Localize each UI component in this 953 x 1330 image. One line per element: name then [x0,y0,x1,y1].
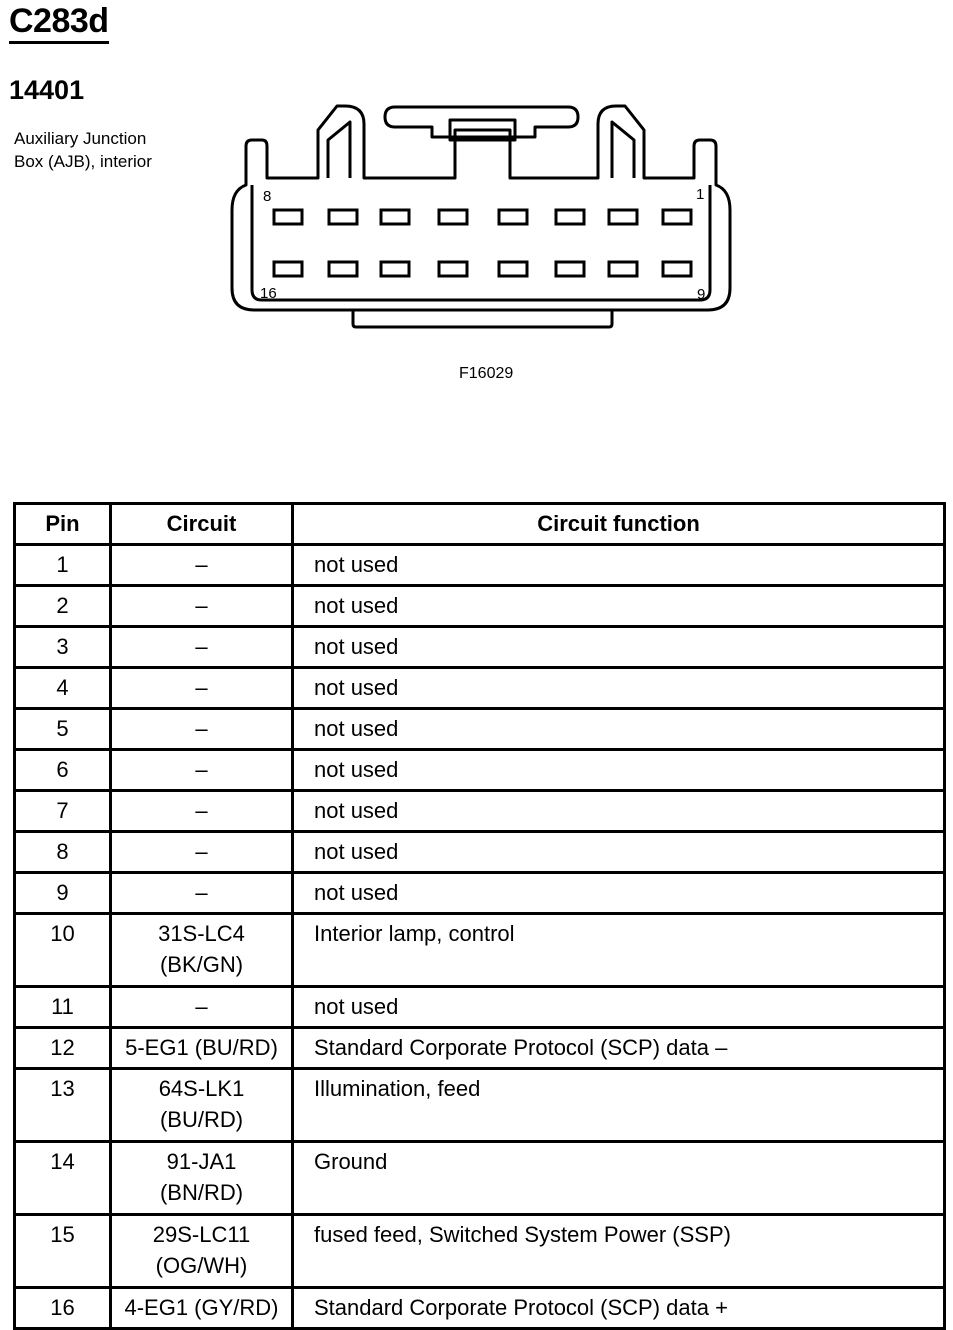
table-row [15,668,945,709]
description-line-2: Box (AJB), interior [14,152,152,171]
table-row [15,709,945,750]
cell-circuit-function: Illumination, feed [293,1069,945,1142]
circuit-line: (BK/GN) [159,952,244,977]
bottom-key [353,310,612,327]
cell-pin: 9 [15,873,111,914]
pin-label-top-left: 8 [263,188,272,205]
cavity-pin-15 [329,262,357,276]
circuit-line: – [195,994,208,1019]
pin-label-bottom-left: 16 [260,285,277,302]
connector-face-diagram [0,0,953,400]
circuit-line: 29S-LC11 [152,1222,251,1247]
circuit-line: 64S-LK1 [158,1076,245,1101]
cell-circuit [111,1142,293,1215]
pin-label-top-right: 1 [696,186,705,203]
cell-pin: 3 [15,627,111,668]
circuit-line: 91-JA1 [166,1149,237,1174]
table-row [15,627,945,668]
cell-circuit-function: not used [293,627,945,668]
cell-pin: 4 [15,668,111,709]
cell-pin: 6 [15,750,111,791]
cell-circuit-function: Standard Corporate Protocol (SCP) data + [293,1288,945,1329]
pin-label-bottom-right: 9 [697,286,706,303]
cell-pin: 5 [15,709,111,750]
table-row [15,1069,945,1142]
cell-circuit [111,545,293,586]
table-row [15,750,945,791]
cell-circuit-function: not used [293,545,945,586]
table-row [15,545,945,586]
cavity-pin-7 [329,210,357,224]
table-row [15,1215,945,1288]
circuit-line: 4-EG1 (GY/RD) [124,1295,279,1320]
cavity-pin-11 [556,262,584,276]
cell-circuit-function: Ground [293,1142,945,1215]
cell-circuit [111,586,293,627]
connector-inner-outline [252,185,710,300]
cell-circuit-function: Interior lamp, control [293,914,945,987]
pinout-table [13,502,946,1330]
header-circuit-function: Circuit function [293,504,945,545]
cell-circuit-function: not used [293,832,945,873]
connector-title: C283d [9,2,109,44]
cell-circuit [111,668,293,709]
cell-circuit [111,1028,293,1069]
cell-pin: 14 [15,1142,111,1215]
cell-circuit [111,709,293,750]
cell-pin: 8 [15,832,111,873]
table-row [15,914,945,987]
cavity-pin-10 [609,262,637,276]
cell-circuit-function: not used [293,750,945,791]
cavity-pin-8 [274,210,302,224]
cell-circuit-function: not used [293,668,945,709]
cell-circuit [111,1069,293,1142]
circuit-line: 5-EG1 (BU/RD) [125,1035,278,1060]
cell-circuit [111,750,293,791]
cell-circuit [111,832,293,873]
table-header-row [15,504,945,545]
cell-circuit [111,627,293,668]
header-circuit: Circuit [111,504,293,545]
cell-pin: 15 [15,1215,111,1288]
cavity-pin-5 [439,210,467,224]
circuit-line: – [195,675,208,700]
cell-circuit-function: not used [293,791,945,832]
circuit-line: – [195,634,208,659]
table-row [15,1288,945,1329]
table-row [15,586,945,627]
figure-id: F16029 [459,365,514,382]
circuit-line: – [195,552,208,577]
table-row [15,1028,945,1069]
cavity-pin-16 [274,262,302,276]
cell-pin: 11 [15,987,111,1028]
cell-pin: 13 [15,1069,111,1142]
circuit-line: – [195,798,208,823]
circuit-line: – [195,716,208,741]
part-number: 14401 [9,75,85,105]
description-line-1: Auxiliary Junction [14,129,147,148]
cell-circuit [111,914,293,987]
table-row [15,1142,945,1215]
cavity-pin-12 [499,262,527,276]
table-row [15,873,945,914]
circuit-line: – [195,593,208,618]
cell-circuit [111,791,293,832]
header-pin: Pin [15,504,111,545]
cell-circuit [111,1215,293,1288]
cell-circuit-function: fused feed, Switched System Power (SSP) [293,1215,945,1288]
circuit-line: – [195,880,208,905]
cavity-pin-13 [439,262,467,276]
cell-circuit-function: not used [293,873,945,914]
cavity-pin-3 [556,210,584,224]
cell-circuit [111,987,293,1028]
circuit-line: 31S-LC4 [158,921,245,946]
circuit-line: – [195,757,208,782]
cell-pin: 10 [15,914,111,987]
cell-pin: 1 [15,545,111,586]
table-row [15,791,945,832]
cavity-pin-4 [499,210,527,224]
cell-circuit-function: not used [293,987,945,1028]
cell-pin: 7 [15,791,111,832]
pinout-rows [15,545,945,1329]
cell-circuit [111,873,293,914]
table-row [15,987,945,1028]
cavity-pin-9 [663,262,691,276]
cavity-pin-2 [609,210,637,224]
circuit-line: – [195,839,208,864]
cavity-pin-14 [381,262,409,276]
latch-bar [385,107,578,137]
cell-pin: 2 [15,586,111,627]
table-row [15,832,945,873]
cell-pin: 16 [15,1288,111,1329]
cell-pin: 12 [15,1028,111,1069]
cavity-pin-6 [381,210,409,224]
circuit-line: (OG/WH) [155,1253,248,1278]
cell-circuit-function: not used [293,709,945,750]
cell-circuit-function: Standard Corporate Protocol (SCP) data – [293,1028,945,1069]
circuit-line: (BN/RD) [159,1180,244,1205]
cavity-pin-1 [663,210,691,224]
cell-circuit-function: not used [293,586,945,627]
cell-circuit [111,1288,293,1329]
circuit-line: (BU/RD) [159,1107,244,1132]
